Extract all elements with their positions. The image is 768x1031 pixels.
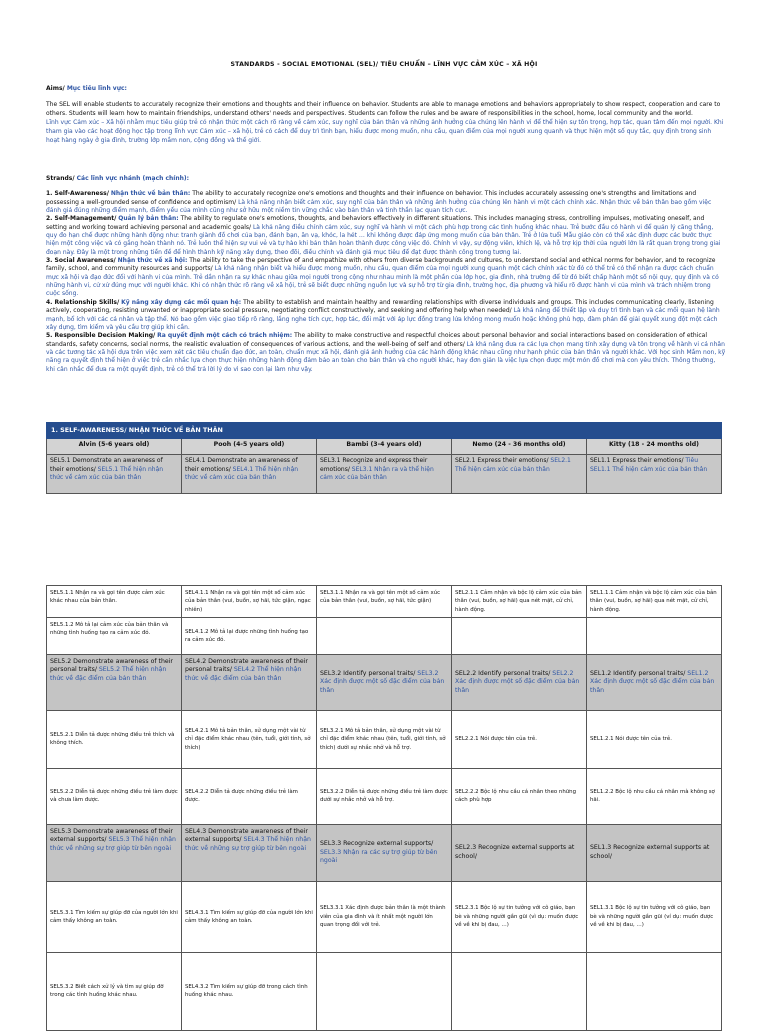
indicator-cell: SEL3.3.1 Xác định được bản thân là một thành viên của gia đình và ít nhất một người lớn quan trọng đối với trẻ. xyxy=(317,881,452,952)
standard-cell xyxy=(317,455,452,494)
age-header-row xyxy=(47,439,722,455)
strand-text-en: The ability to establish and maintain healthy and rewarding relationships with diverse individuals and groups. This includes communicating clearly, listening actively, cooperating, resisting unwanted or inappropriate social pressure, negotiating conflict constructively, and seeking and offering help when needed/ xyxy=(46,298,714,315)
aims-text-en: The SEL will enable students to accurately recognize their emotions and thoughts and their influence on behavior. Students are able to manage emotions and behaviors appropriately to show respect, cooperation and care to others. Students will learn how to maintain friendships, understand others' needs and perspectives. Students can follow the rules and be aware of responsibilities in the school, home, local community and the world. xyxy=(46,100,721,117)
standard-vi: SEL5.1 Thể hiện nhận thức về cảm xúc của bản thân xyxy=(50,465,164,482)
strand-title-en: 4. Relationship Skills/ xyxy=(46,298,120,306)
standard-vi: SEL3.1 Nhận ra và thể hiện cảm xúc của bản thân xyxy=(320,465,434,482)
indicator-cell: SEL1.2.2 Bộc lộ nhu cầu cá nhân mà không sợ hãi. xyxy=(587,768,722,824)
standard-vi: Tiêu SEL1.1 Thể hiện cảm xúc của bản thân xyxy=(590,457,708,473)
indicator-cell: SEL2.2.2 Bộc lộ nhu cầu cá nhân theo những cách phù hợp xyxy=(452,768,587,824)
standard-vi: SEL2.2 Xác định được một số đặc điểm của bản thân xyxy=(455,669,580,694)
standard-en: SEL1.3 Recognize external supports at school/ xyxy=(590,844,710,860)
table-row xyxy=(47,881,722,952)
standard-en: SEL5.3 Demonstrate awareness of their external supports/ xyxy=(50,827,173,844)
standard-vi: SEL4.3 Thể hiện nhận thức về những sự trợ giúp từ bên ngoài xyxy=(185,836,311,853)
indicator-cell: SEL5.3.1 Tìm kiếm sự giúp đỡ của người lớn khi cảm thấy không an toàn. xyxy=(47,881,182,952)
indicator-cell: SEL2.2.1 Nói được tên của trẻ. xyxy=(452,710,587,768)
indicator-cell xyxy=(452,952,587,1030)
standard-vi: SEL4.2 Thể hiện nhận thức về đặc điểm của bản thân xyxy=(185,666,302,683)
strand-self-awareness xyxy=(46,190,726,215)
self-awareness-table xyxy=(46,422,722,494)
standard-en: SEL1.2 Identify personal traits/ xyxy=(590,669,686,677)
indicator-cell: SEL1.2.1 Nói được tên của trẻ. xyxy=(587,710,722,768)
aims-text-vi: Lĩnh vực Cảm xúc – Xã hội nhằm mục tiêu giúp trẻ có nhận thức một cách rõ ràng về cảm xúc, suy nghĩ của bản thân và những ảnh hưởng của chúng lên hành vi để thể hiện sự tôn trọng, hợp tác, quan tâm đến mọi người. Khi tham gia vào các hoạt động học tập trong lĩnh vực Cảm xúc – xã hội, trẻ có cách để duy trì tình bạn, hiểu được mong muốn, nhu cầu, quan điểm của mọi người xung quanh và thực hiện một số quy tắc, quy định trong sinh hoạt hàng ngày ở gia đình, trường lớp mầm non, cộng đồng và thế giới. xyxy=(46,118,724,144)
standard-cell xyxy=(587,824,722,881)
standard-en: SEL3.3 Recognize external supports/ xyxy=(320,840,434,847)
indicator-cell: SEL4.3.2 Tìm kiếm sự giúp đỡ trong cách tình huống khác nhau. xyxy=(182,952,317,1030)
table-row xyxy=(47,710,722,768)
indicator-cell: SEL3.1.1 Nhận ra và gọi tên một số cảm xúc của bản thân (vui, buồn, sợ hãi, tức giận) xyxy=(317,586,452,618)
strand-decision-making xyxy=(46,332,726,374)
standard-cell xyxy=(587,654,722,710)
strand-text-vi: Là khả năng đưa ra các lựa chọn mang tính xây dựng và tôn trọng về hành vi cá nhân và các tương tác xã hội dựa trên việc xem xét các tiêu chuẩn đạo đức, an toàn, chuẩn mực xã hội, đánh giá ảnh hưởng của các hành động khác nhau cũng như hạnh phúc của bản thân và người khác. Với học sinh Mầm non, kỹ năng ra quyết định thể hiện ở việc trẻ cần nhắc lựa chọn thực hiện những hành động đảm bảo an toàn cho bản thân và cho người khác, hay đơn giản là việc lựa chọn được một món đồ chơi mà con yêu thích. Thông thường, khi cân nhắc để đưa ra một quyết định, trẻ có thể trả lời lý do vì sao con lại làm như vậy. xyxy=(46,340,726,373)
indicator-cell: SEL4.3.1 Tìm kiếm sự giúp đỡ của người lớn khi cảm thấy không an toàn. xyxy=(182,881,317,952)
standard-cell xyxy=(47,824,182,881)
table-row xyxy=(47,824,722,881)
standard-cell xyxy=(452,455,587,494)
indicator-cell: SEL5.1.1 Nhận ra và gọi tên được cảm xúc khác nhau của bản thân. xyxy=(47,586,182,618)
indicator-cell xyxy=(452,617,587,654)
indicator-cell xyxy=(317,952,452,1030)
strand-text-en: The ability to take the perspective of and empathize with others from diverse backgrounds and cultures, to understand social and ethical norms for behavior, and to recognize family, school, and community resources and supports/ xyxy=(46,257,716,273)
strand-title-vi: Ra quyết định một cách có trách nhiệm: xyxy=(157,332,293,340)
indicator-cell: SEL4.1.1 Nhận ra và gọi tên một số cảm xúc của bản thân (vui, buồn, sợ hãi, tức giận, ngạc nhiên) xyxy=(182,586,317,618)
indicator-cell: SEL2.3.1 Bộc lộ sự tin tưởng với cô giáo, bạn bè và những người gần gũi (vì dụ: muốn được về về khi bị đau, …) xyxy=(452,881,587,952)
indicator-cell: SEL4.2.2 Diễn tả được những điều trẻ làm được. xyxy=(182,768,317,824)
aims-label-en: Aims/ xyxy=(46,85,65,92)
age-header-nemo: Nemo (24 - 36 months old) xyxy=(452,439,587,455)
table-row xyxy=(47,952,722,1030)
indicator-cell: SEL2.1.1 Cảm nhận và bộc lộ cảm xúc của bản thân (vui, buồn, sợ hãi) qua nét mặt, cử chỉ, hành động. xyxy=(452,586,587,618)
standard-vi: SEL5.2 Thể hiện nhận thức về đặc điểm của bản thân xyxy=(50,666,167,683)
strand-text-vi: Là khả năng điều chỉnh cảm xúc, suy nghĩ và hành vi một cách phù hợp trong các tình huống khác nhau. Trẻ bước đầu có hành vi để quản lý căng thẳng, quy đo hạn chế được những hành động như: tranh giành đồ chơi của bạn, đánh bạn, ăn vạ, khóc, la hét … khi không được đáp ứng mong muốn của bản thân. Trẻ ở lứa tuổi Mẫu giáo còn có thể xác định được các bước thực hiện một công việc và có gắng hoàn thành nó. Trẻ luôn thể hiện sự vui vẻ và tự hào khi bản thân hoàn thành được công việc đó. Chính vì vậy, sự động viên, khích lệ, và hỗ trợ kịp thời của người lớn là rất quan trọng trong giai đoạn này. Đây là một trong những tiền đề để hình thành kỹ năng xây dựng, theo đõi, điều chỉnh và đánh giá mục tiêu để đạt được thành công trong tương lai. xyxy=(46,223,721,256)
strand-title-vi: Kỹ năng xây dựng các mối quan hệ: xyxy=(121,298,242,306)
strand-title-en: 3. Social Awareness/ xyxy=(46,257,116,265)
indicator-cell: SEL5.3.2 Biết cách xử lý và tìm sự giúp đỡ trong các tình huống khác nhau. xyxy=(47,952,182,1030)
standard-en: SEL3.2 Identify personal traits/ xyxy=(320,669,416,677)
standard-cell xyxy=(452,824,587,881)
document-title: STANDARDS - SOCIAL EMOTIONAL (SEL)/ TIÊU CHUẨN – LĨNH VỰC CẢM XÚC – XÃ HỘI xyxy=(230,61,538,68)
strand-social-awareness xyxy=(46,257,726,299)
table-banner: 1. SELF-AWARENESS/ NHẬN THỨC VỀ BẢN THÂN xyxy=(47,423,722,439)
age-header-bambi: Bambi (3-4 years old) xyxy=(317,439,452,455)
indicator-cell: SEL5.1.2 Mô tả lại cảm xúc của bản thân và những tình huống tạo ra cảm xúc đó. xyxy=(47,617,182,654)
table-banner-row xyxy=(47,423,722,439)
strand-text-vi: Là khả năng để thiết lập và duy trì tình bạn và các mối quan hệ lành mạnh, bổ ích với các cá nhân và tập thể. Nó bao gồm việc giao tiếp rõ ràng, lắng nghe tích cực, hợp tác, đối mặt với áp lực đồng trang lứa không mong muốn hoặc không phù hợp, đàm phán để giải quyết xung đột một cách xây dựng, tìm kiếm và yêu cầu trợ giúp khi cần. xyxy=(46,307,720,331)
strand-title-vi: Nhận thức về xã hội: xyxy=(117,257,188,265)
strand-title-vi: Nhận thức về bản thân: xyxy=(110,190,191,198)
standard-en: SEL4.3 Demonstrate awareness of their external supports/ xyxy=(185,827,308,844)
table-row xyxy=(47,617,722,654)
age-header-kitty: Kitty (18 - 24 months old) xyxy=(587,439,722,455)
indicator-cell: SEL5.2.2 Diễn tả được những điều trẻ làm được và chưa làm được. xyxy=(47,768,182,824)
standard-cell xyxy=(47,654,182,710)
strand-self-management xyxy=(46,215,726,257)
indicator-cell xyxy=(317,617,452,654)
standard-cell xyxy=(182,455,317,494)
indicator-cell: SEL5.2.1 Diễn tả được những điều trẻ thích và không thích. xyxy=(47,710,182,768)
strand-title-en: 5. Responsible Decision Making/ xyxy=(46,332,156,340)
strands-section xyxy=(46,175,726,374)
strand-text-vi: Là khả năng nhận biết và hiểu được mong muốn, nhu cầu, quan điểm của mọi người xung quanh một cách chính xác từ đó có thể trẻ có thể nhận ra được cách chuẩn mực xã hội và đạo đức đối với hành vi của mình. Trẻ dần nhận ra sự khác nhau giữa mọi người trong cộng như nhau minh là một phần của lớp học, gia đình, nhà trường để từ đó biết chấp hành một số nội quy, quy định và có những hành vi, cử xử đúng mực với người khác. Khi có nhận thức rõ ràng về xã hội, trẻ sẽ biết được những nguồn lực và sự hỗ trợ từ gia đình, trường học, địa phương và hiểu rõ được hành vi của mình và trách nhiệm trong cuộc sống. xyxy=(46,265,719,298)
standard-cell xyxy=(182,824,317,881)
strands-label-vi: Các lĩnh vực nhánh (mạch chính): xyxy=(76,175,190,182)
indicator-cell: SEL3.2.1 Mô tả bản thân, sử dụng một vài từ chỉ đặc điểm khác nhau (tên, tuổi, giới tính, sở thích) dưới sự nhắc nhở và hỗ trợ. xyxy=(317,710,452,768)
indicator-cell: SEL1.1.1 Cảm nhận và bộc lộ cảm xúc của bản thân (vui, buồn, sợ hãi) qua nét mặt, cử chỉ, hành động. xyxy=(587,586,722,618)
age-header-alvin: Alvin (5-6 years old) xyxy=(47,439,182,455)
standard-cell xyxy=(47,455,182,494)
standard-vi: SEL2.1 Thể hiện cảm xúc của bản thân xyxy=(455,457,571,473)
strand-text-en: The ability to make constructive and respectful choices about personal behavior and social interactions based on consideration of ethical standards, safety concerns, social norms, the realistic evaluation of consequences of various actions, and the well-being of self and others/ xyxy=(46,332,708,348)
standard-cell xyxy=(452,654,587,710)
indicators-table xyxy=(46,585,722,1031)
table-row xyxy=(47,654,722,710)
standard-en: SEL1.1 Express their emotions/ xyxy=(590,457,684,464)
indicator-cell xyxy=(587,617,722,654)
table-row xyxy=(47,768,722,824)
strand-text-vi: Là khả năng nhận biết cảm xúc, suy nghĩ của bản thân và những ảnh hưởng của chúng lên hành vi một cách chính xác. Nhận thức về bản thân bao gồm việc đánh giá đúng những điểm mạnh, điểm yếu của mình cũng như sở hữu một niềm tin vững chắc vào bản thân và tinh thần lạc quan tích cực. xyxy=(46,198,712,215)
strand-relationship-skills xyxy=(46,299,726,332)
standard-vi: SEL1.2 Xác định được một số đặc điểm của bản thân xyxy=(590,669,715,694)
indicator-cell: SEL1.3.1 Bộc lộ sự tin tưởng với cô giáo, bạn bè và những người gần gũi (ví dụ: muốn được về về khi bị đau, …) xyxy=(587,881,722,952)
aims-heading xyxy=(46,85,726,94)
aims-section xyxy=(46,85,726,145)
strand-text-en: The ability to accurately recognize one's emotions and thoughts and their influence on behavior. This includes accurately assessing one's strengths and limitations and possessing a well-grounded sense of confidence and optimism/ xyxy=(46,190,697,206)
strand-title-vi: Quản lý bản thân: xyxy=(118,215,179,223)
standard-en: SEL5.2 Demonstrate awareness of their personal traits/ xyxy=(50,657,173,674)
standard-vi: SEL5.3 Thể hiện nhận thức về những sự trợ giúp từ bên ngoài xyxy=(50,836,176,853)
strands-label-en: Strands/ xyxy=(46,175,75,182)
strand-text-en: The ability to regulate one's emotions, thoughts, and behaviors effectively in different situations. This includes managing stress, controlling impulses, motivating oneself, and setting and working toward achieving personal and academic goals/ xyxy=(46,215,705,231)
standard-en: SEL4.1 Demonstrate an awareness of their emotions/ xyxy=(185,457,298,473)
strands-heading xyxy=(46,175,726,183)
aims-label-vi: Mục tiêu lĩnh vực: xyxy=(66,85,127,92)
standard-cell xyxy=(317,654,452,710)
standard-cell xyxy=(317,824,452,881)
standard-vi: SEL4.1 Thể hiện nhận thức về cảm xúc của bản thân xyxy=(185,465,299,482)
strand-title-en: 1. Self-Awareness/ xyxy=(46,190,109,198)
indicator-cell: SEL4.2.1 Mô tả bản thân, sử dụng một vài từ chỉ đặc điểm khác nhau (tên, tuổi, giới tính, sở thích) xyxy=(182,710,317,768)
indicator-cell: SEL3.2.2 Diễn tả được những điều trẻ làm được dưới sự nhắc nhở và hỗ trợ. xyxy=(317,768,452,824)
standard-cell xyxy=(587,455,722,494)
strand-title-en: 2. Self-Management/ xyxy=(46,215,117,223)
standard-vi: SEL3.2 Xác định được một số đặc điểm của bản thân xyxy=(320,669,445,694)
standard-cell xyxy=(182,654,317,710)
standard-en: SEL3.1 Recognize and express their emotions/ xyxy=(320,457,428,473)
standard-en: SEL2.1 Express their emotions/ xyxy=(455,457,549,464)
standard-en: SEL4.2 Demonstrate awareness of their personal traits/ xyxy=(185,657,308,674)
age-header-pooh: Pooh (4-5 years old) xyxy=(182,439,317,455)
standard-en: SEL2.3 Recognize external supports at school/ xyxy=(455,844,575,860)
standard-vi: SEL3.3 Nhận ra các sự trợ giúp từ bên ngoài xyxy=(320,848,438,865)
indicator-cell xyxy=(587,952,722,1030)
indicator-cell: SEL4.1.2 Mô tả lại được những tình huống tạo ra cảm xúc đó. xyxy=(182,617,317,654)
standard-en: SEL5.1 Demonstrate an awareness of their emotions/ xyxy=(50,457,163,473)
standard-en: SEL2.2 Identify personal traits/ xyxy=(455,669,551,677)
table-row xyxy=(47,586,722,618)
standard-row xyxy=(47,455,722,494)
